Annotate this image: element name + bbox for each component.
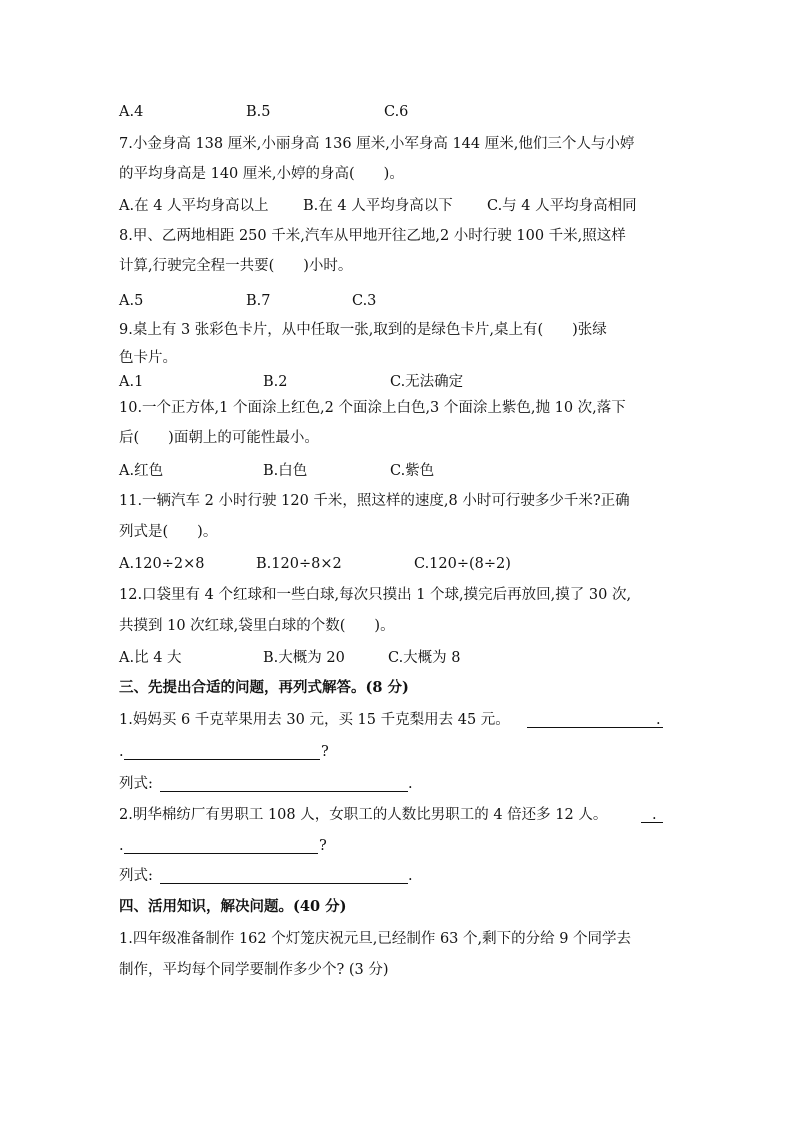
q11-option-c: C.120÷(8÷2) <box>414 556 511 572</box>
q7-option-c: C.与 4 人平均身高相同 <box>487 198 637 214</box>
q7-option-a: A.在 4 人平均身高以上 <box>119 198 269 214</box>
s3-p2-question-mark: ? <box>319 838 327 854</box>
s3-p2-dot: . <box>652 807 657 823</box>
s3-p2-question-blank-2[interactable] <box>124 853 318 854</box>
q6-option-a: A.4 <box>119 104 144 120</box>
s3-p1-formula-blank[interactable] <box>160 791 408 792</box>
q9-line-2: 色卡片。 <box>119 350 177 366</box>
q12-line-2: 共摸到 10 次红球,袋里白球的个数( )。 <box>119 618 395 634</box>
q8-option-c: C.3 <box>352 293 377 309</box>
q10-line-1: 10.一个正方体,1 个面涂上红色,2 个面涂上白色,3 个面涂上紫色,抛 10 次,落下 <box>119 400 626 416</box>
q12-option-c: C.大概为 8 <box>388 650 461 666</box>
q12-line-1: 12.口袋里有 4 个红球和一些白球,每次只摸出 1 个球,摸完后再放回,摸了 30 次, <box>119 587 632 603</box>
q8-option-b: B.7 <box>246 293 271 309</box>
q9-line-1: 9.桌上有 3 张彩色卡片，从中任取一张,取到的是绿色卡片,桌上有( )张绿 <box>119 322 607 338</box>
s3-p2-formula-end: . <box>408 868 413 884</box>
s3-p1-question-blank-1[interactable] <box>527 727 663 728</box>
s3-p2-lead-dot: . <box>119 838 124 854</box>
q9-option-b: B.2 <box>263 374 288 390</box>
s3-p1-formula-label: 列式: <box>119 776 153 792</box>
q11-option-b: B.120÷8×2 <box>256 556 342 572</box>
q8-line-1: 8.甲、乙两地相距 250 千米,汽车从甲地开往乙地,2 小时行驶 100 千米,照这样 <box>119 228 626 244</box>
q12-option-b: B.大概为 20 <box>263 650 345 666</box>
q8-option-a: A.5 <box>119 293 144 309</box>
s3-p2-formula-label: 列式: <box>119 868 153 884</box>
s3-problem-1-text: 1.妈妈买 6 千克苹果用去 30 元，买 15 千克梨用去 45 元。 <box>119 712 510 728</box>
q7-option-b: B.在 4 人平均身高以下 <box>303 198 453 214</box>
q9-option-a: A.1 <box>119 374 144 390</box>
q10-line-2: 后( )面朝上的可能性最小。 <box>119 430 319 446</box>
s4-problem-1-line-1: 1.四年级准备制作 162 个灯笼庆祝元旦,已经制作 63 个,剩下的分给 9 个同学去 <box>119 931 632 947</box>
q10-option-b: B.白色 <box>263 463 308 479</box>
s3-problem-2-text: 2.明华棉纺厂有男职工 108 人，女职工的人数比男职工的 4 倍还多 12 人。 <box>119 807 608 823</box>
q9-option-c: C.无法确定 <box>390 374 464 390</box>
s3-p1-formula-end: . <box>408 776 413 792</box>
q11-line-2: 列式是( )。 <box>119 524 218 540</box>
q8-line-2: 计算,行驶完全程一共要( )小时。 <box>119 258 353 274</box>
q6-option-b: B.5 <box>246 104 271 120</box>
s3-p1-lead-dot: . <box>119 744 124 760</box>
s3-p1-question-blank-2[interactable] <box>124 759 320 760</box>
q11-option-a: A.120÷2×8 <box>119 556 205 572</box>
s3-p1-dot: . <box>656 712 661 728</box>
s3-p2-formula-blank[interactable] <box>160 883 408 884</box>
q12-option-a: A.比 4 大 <box>119 650 182 666</box>
q11-line-1: 11.一辆汽车 2 小时行驶 120 千米，照这样的速度,8 小时可行驶多少千米?正确 <box>119 493 630 509</box>
q10-option-c: C.紫色 <box>390 463 435 479</box>
q7-line-1: 7.小金身高 138 厘米,小丽身高 136 厘米,小军身高 144 厘米,他们三个人与小婷 <box>119 136 635 152</box>
s4-problem-1-line-2: 制作，平均每个同学要制作多少个? (3 分) <box>119 962 389 978</box>
section-4-heading: 四、活用知识，解决问题。(40 分) <box>119 898 347 915</box>
q6-option-c: C.6 <box>384 104 409 120</box>
q10-option-a: A.红色 <box>119 463 164 479</box>
section-3-heading: 三、先提出合适的问题，再列式解答。(8 分) <box>119 679 409 696</box>
q7-line-2: 的平均身高是 140 厘米,小婷的身高( )。 <box>119 166 404 182</box>
s3-p1-question-mark: ? <box>321 744 329 760</box>
